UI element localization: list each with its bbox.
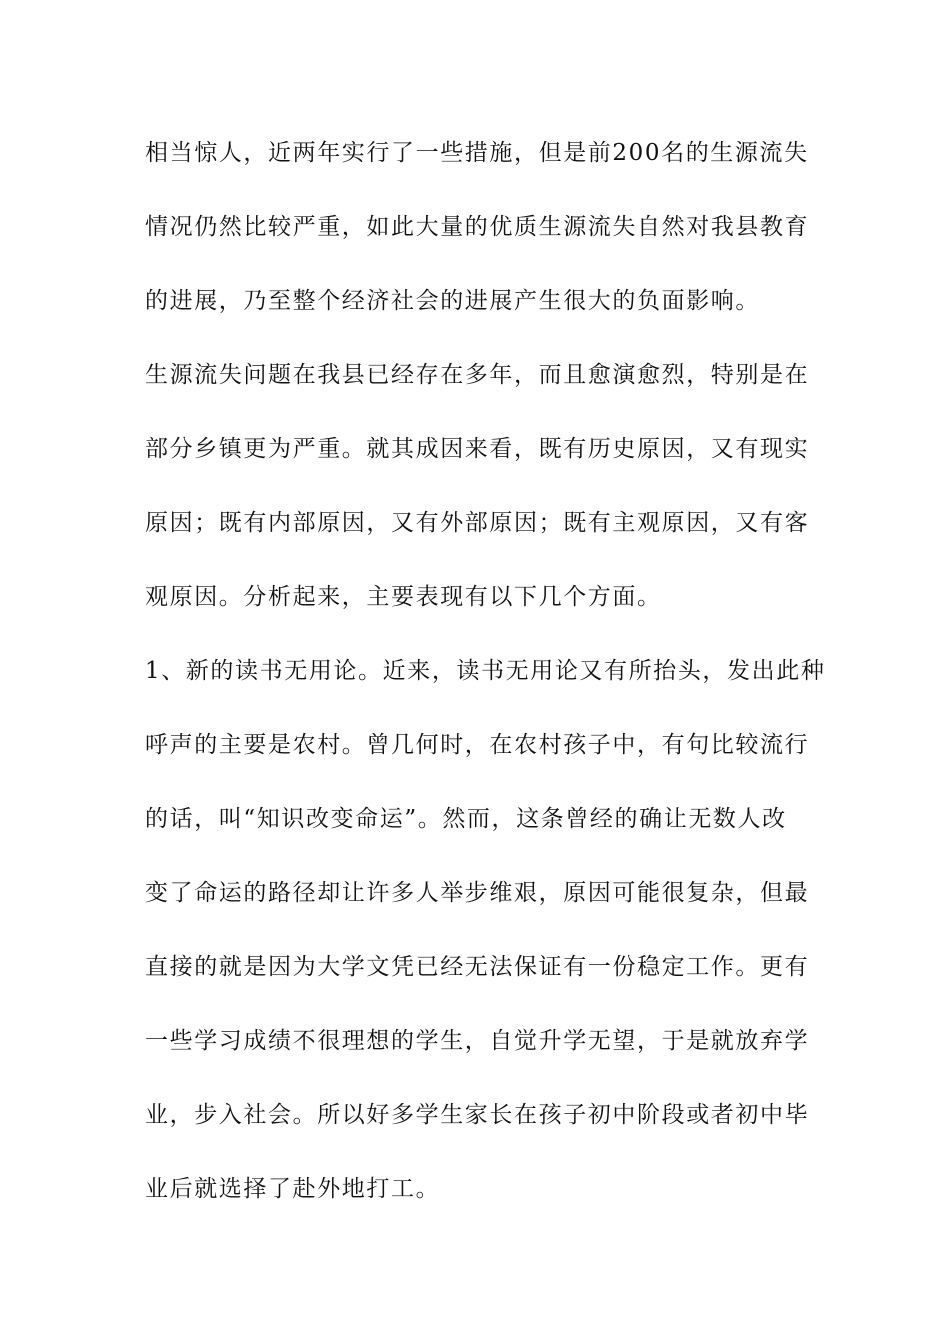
text-line: 业后就选择了赴外地打工。 bbox=[145, 1176, 441, 1202]
text-line: 情况仍然比较严重，如此大量的优质生源流失自然对我县教育 bbox=[145, 214, 810, 240]
text-line: 一些学习成绩不很理想的学生，自觉升学无望，于是就放弃学 bbox=[145, 1028, 810, 1054]
text-line: 直接的就是因为大学文凭已经无法保证有一份稳定工作。更有 bbox=[145, 954, 810, 980]
text-line: 原因；既有内部原因，又有外部原因；既有主观原因，又有客 bbox=[145, 510, 810, 536]
text-line: 的进展，乃至整个经济社会的进展产生很大的负面影响。 bbox=[145, 288, 760, 314]
text-line: 变了命运的路径却让许多人举步维艰，原因可能很复杂，但最 bbox=[145, 880, 810, 906]
text-line: 呼声的主要是农村。曾几何时，在农村孩子中，有句比较流行 bbox=[145, 732, 810, 758]
text-line: 观原因。分析起来，主要表现有以下几个方面。 bbox=[145, 584, 662, 610]
text-line: 的话，叫“知识改变命运”。然而，这条曾经的确让无数人改 bbox=[145, 806, 787, 832]
text-line: 生源流失问题在我县已经存在多年，而且愈演愈烈，特别是在 bbox=[145, 362, 810, 388]
text-line: 部分乡镇更为严重。就其成因来看，既有历史原因，又有现实 bbox=[145, 436, 810, 462]
text-line: 1、新的读书无用论。近来，读书无用论又有所抬头，发出此种 bbox=[145, 658, 826, 684]
text-line: 相当惊人，近两年实行了一些措施，但是前200名的生源流失 bbox=[145, 140, 809, 166]
text-line: 业，步入社会。所以好多学生家长在孩子初中阶段或者初中毕 bbox=[145, 1102, 810, 1128]
